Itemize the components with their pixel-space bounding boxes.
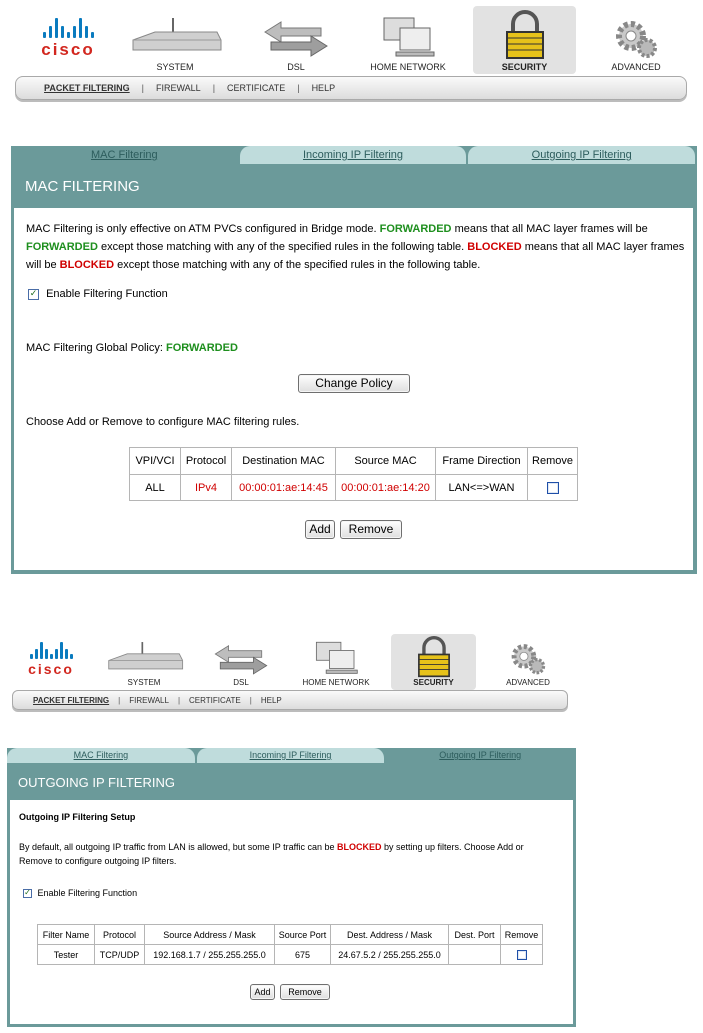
nav-security[interactable] — [473, 6, 576, 74]
nav-system-label: SYSTEM — [156, 62, 194, 72]
router-icon — [125, 16, 225, 58]
brand-name: cisco — [41, 40, 95, 59]
nav-home-network-label: HOME NETWORK — [302, 678, 370, 687]
subnav-firewall[interactable]: FIREWALL — [129, 695, 169, 705]
nav-dsl[interactable] — [250, 8, 342, 74]
padlock-icon — [413, 636, 455, 678]
gears-icon — [611, 16, 661, 60]
tab-outgoing-ip-filtering[interactable]: Outgoing IP Filtering — [386, 748, 574, 763]
mac-desc-text: MAC Filtering is only effective on ATM PVCs configured in Bridge mode. — [26, 223, 380, 235]
outgoing-setup-heading: Outgoing IP Filtering Setup — [19, 812, 136, 822]
tab-mac-filtering[interactable]: MAC Filtering — [7, 748, 195, 763]
outgoing-desc-text: by setting up filters. Choose Add or Remove to configure outgoing IP filters. — [19, 842, 524, 866]
nav-advanced-label: ADVANCED — [506, 678, 550, 687]
nav-dsl-label: DSL — [233, 678, 249, 687]
arrows-icon — [261, 18, 331, 58]
arrows-icon — [212, 642, 270, 676]
computers-icon — [378, 14, 438, 58]
mac-enable-row — [28, 288, 168, 300]
mac-description — [26, 220, 688, 274]
nav-dsl[interactable] — [203, 637, 279, 690]
outgoing-description — [19, 840, 559, 868]
row-frame-direction: LAN<=>WAN — [436, 475, 528, 501]
row-dest-address: 24.67.5.2 / 255.255.255.0 — [331, 945, 449, 965]
col-remove: Remove — [528, 448, 578, 475]
table-row — [38, 945, 543, 965]
mac-page-title: MAC FILTERING — [25, 178, 140, 195]
nav-dsl-label: DSL — [287, 62, 305, 72]
mac-add-button[interactable]: Add — [305, 520, 335, 539]
col-frame-direction: Frame Direction — [436, 448, 528, 475]
nav-home-network[interactable] — [356, 8, 460, 74]
subnav-separator: | — [249, 695, 252, 705]
tab-outgoing-ip-filtering[interactable]: Outgoing IP Filtering — [468, 146, 695, 164]
col-remove: Remove — [501, 925, 543, 945]
row-filter-name: Tester — [38, 945, 95, 965]
tab-incoming-ip-filtering[interactable]: Incoming IP Filtering — [197, 748, 385, 763]
col-dest-address-mask: Dest. Address / Mask — [331, 925, 449, 945]
mac-enable-label: Enable Filtering Function — [46, 288, 168, 300]
row-dest-port — [449, 945, 501, 965]
nav-home-network-label: HOME NETWORK — [370, 62, 446, 72]
row-source-mac: 00:00:01:ae:14:20 — [336, 475, 436, 501]
padlock-icon — [500, 10, 550, 60]
row-remove-checkbox[interactable] — [517, 950, 527, 960]
subnav-certificate[interactable]: CERTIFICATE — [189, 695, 241, 705]
blocked-keyword: BLOCKED — [59, 259, 115, 271]
tab-mac-filtering[interactable]: MAC Filtering — [11, 146, 238, 164]
sub-navigation-bar — [15, 76, 687, 100]
nav-advanced[interactable] — [590, 8, 682, 74]
outgoing-ip-filtering-panel — [7, 748, 576, 1027]
col-source-address-mask: Source Address / Mask — [145, 925, 275, 945]
col-filter-name: Filter Name — [38, 925, 95, 945]
mac-policy-label: MAC Filtering Global Policy: — [26, 342, 166, 354]
outgoing-remove-button[interactable]: Remove — [280, 984, 330, 1000]
mac-rules-table — [129, 447, 578, 501]
computers-icon — [311, 639, 361, 675]
outgoing-filters-table — [37, 924, 543, 965]
nav-home-network[interactable] — [293, 637, 379, 690]
outgoing-table-header — [38, 925, 543, 945]
subnav-separator: | — [297, 83, 300, 93]
change-policy-button[interactable]: Change Policy — [298, 374, 410, 393]
mac-body — [14, 208, 693, 570]
subnav-packet-filtering[interactable]: PACKET FILTERING — [44, 83, 130, 93]
blocked-keyword: BLOCKED — [337, 842, 382, 852]
row-protocol: IPv4 — [181, 475, 232, 501]
cisco-logo — [38, 18, 98, 60]
brand-name: cisco — [28, 661, 74, 677]
col-source-mac: Source MAC — [336, 448, 436, 475]
tab-incoming-ip-filtering[interactable]: Incoming IP Filtering — [240, 146, 467, 164]
subnav-help[interactable]: HELP — [311, 83, 336, 93]
mac-enable-checkbox[interactable] — [28, 289, 39, 300]
mac-remove-button[interactable]: Remove — [340, 520, 402, 539]
sub-navigation-bar — [12, 690, 568, 710]
mac-tab-row — [11, 146, 697, 164]
outgoing-desc-text: By default, all outgoing IP traffic from LAN is allowed, but some IP traffic can be — [19, 842, 338, 852]
cisco-bars-icon — [43, 18, 94, 38]
col-destination-mac: Destination MAC — [232, 448, 336, 475]
blocked-keyword: BLOCKED — [467, 241, 522, 253]
outgoing-add-button[interactable]: Add — [250, 984, 275, 1000]
subnav-separator: | — [118, 695, 121, 705]
row-vpi-vci: ALL — [130, 475, 181, 501]
outgoing-page-title: OUTGOING IP FILTERING — [18, 775, 175, 790]
subnav-packet-filtering[interactable]: PACKET FILTERING — [33, 695, 110, 705]
subnav-separator: | — [177, 695, 181, 705]
row-destination-mac: 00:00:01:ae:14:45 — [232, 475, 336, 501]
gears-icon — [507, 640, 549, 676]
row-protocol: TCP/UDP — [95, 945, 145, 965]
router-icon — [102, 640, 186, 676]
mac-filtering-panel — [11, 146, 697, 574]
nav-security-label: SECURITY — [501, 62, 548, 72]
subnav-certificate[interactable]: CERTIFICATE — [227, 83, 286, 93]
subnav-help[interactable]: HELP — [260, 695, 282, 705]
mac-choose-text: Choose Add or Remove to configure MAC filtering rules. — [26, 416, 300, 428]
nav-system[interactable] — [100, 637, 188, 690]
forwarded-keyword: FORWARDED — [26, 241, 98, 253]
mac-desc-text: means that all MAC layer frames will be — [26, 241, 685, 271]
col-source-port: Source Port — [275, 925, 331, 945]
mac-desc-text: means that all MAC layer frames will be — [451, 223, 648, 235]
mac-desc-text: except those matching with any of the specified rules in the following table. — [97, 241, 468, 253]
row-source-address: 192.168.1.7 / 255.255.255.0 — [145, 945, 275, 965]
cisco-logo — [26, 642, 76, 677]
outgoing-enable-row — [23, 888, 137, 898]
col-dest-port: Dest. Port — [449, 925, 501, 945]
nav-advanced[interactable] — [490, 637, 566, 690]
outgoing-enable-label: Enable Filtering Function — [37, 888, 138, 898]
nav-security-label: SECURITY — [413, 678, 454, 687]
subnav-separator: | — [141, 83, 145, 93]
forwarded-keyword: FORWARDED — [379, 223, 452, 235]
outgoing-enable-checkbox[interactable] — [23, 889, 32, 898]
row-remove-cell — [528, 475, 578, 501]
col-vpi-vci: VPI/VCI — [130, 448, 181, 475]
mac-table-header — [130, 448, 578, 475]
nav-system-label: SYSTEM — [127, 678, 161, 687]
col-protocol: Protocol — [95, 925, 145, 945]
row-source-port: 675 — [275, 945, 331, 965]
outgoing-tab-row — [7, 748, 576, 763]
row-remove-cell — [501, 945, 543, 965]
outgoing-body — [10, 800, 573, 1024]
subnav-firewall[interactable]: FIREWALL — [156, 83, 201, 93]
nav-security[interactable] — [391, 634, 476, 690]
row-remove-checkbox[interactable] — [547, 482, 559, 494]
table-row — [130, 475, 578, 501]
cisco-bars-icon — [30, 642, 73, 659]
subnav-separator: | — [212, 83, 216, 93]
mac-policy-value: FORWARDED — [166, 342, 238, 354]
nav-advanced-label: ADVANCED — [611, 62, 661, 72]
col-protocol: Protocol — [181, 448, 232, 475]
mac-policy-row — [26, 342, 238, 354]
mac-desc-text: except those matching with any of the specified rules in the following table. — [114, 259, 481, 271]
nav-system[interactable] — [123, 8, 227, 74]
